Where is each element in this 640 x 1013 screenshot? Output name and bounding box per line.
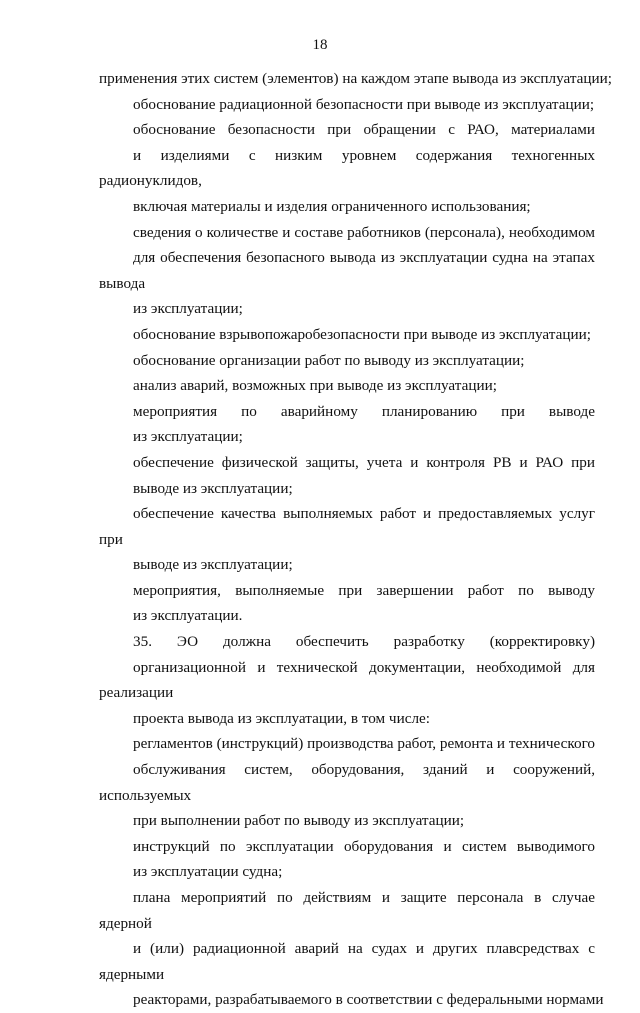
paragraph (99, 834, 595, 885)
text-line: из эксплуатации судна; (133, 863, 283, 881)
paragraph (99, 220, 595, 322)
text-line: обеспечение качества выполняемых работ и предоставляемых услуг при (99, 505, 595, 548)
paragraph (99, 731, 595, 833)
page-number: 18 (312, 37, 328, 53)
text-line: и (или) радиационной аварий на судах и других плавсредствах с ядерными (99, 940, 595, 983)
text-line: включая материалы и изделия ограниченного использования; (133, 197, 531, 215)
text-line: организационной и технической документации, необходимой для реализации (99, 658, 595, 702)
text-line: из эксплуатации; (133, 428, 243, 446)
paragraph (99, 348, 595, 374)
text-line: инструкций по эксплуатации оборудования и систем выводимого (133, 837, 595, 855)
text-line: мероприятия по аварийному планированию при выводе (133, 402, 595, 420)
paragraph (99, 92, 595, 118)
text-line: обоснование взрывопожаробезопасности при выводе из эксплуатации; (133, 325, 591, 343)
text-line: выводе из эксплуатации; (133, 479, 293, 497)
text-line: проекта вывода из эксплуатации, в том числе: (133, 709, 430, 727)
paragraph (99, 578, 595, 629)
paragraph (99, 501, 595, 578)
text-line: обеспечение физической защиты, учета и контроля РВ и РАО при (133, 453, 595, 471)
text-line: выводе из эксплуатации; (133, 556, 293, 574)
text-line: плана мероприятий по действиям и защите персонала в случае ядерной (99, 889, 595, 932)
text-line: обоснование радиационной безопасности при выводе из эксплуатации; (133, 95, 595, 113)
text-line: из эксплуатации; (133, 300, 243, 318)
text-line: применения этих систем (элементов) на каждом этапе вывода из эксплуатации; (99, 70, 613, 87)
text-line: обоснование организации работ по выводу из эксплуатации; (133, 351, 525, 369)
text-line: обслуживания систем, оборудования, зданий и сооружений, используемых (99, 761, 595, 804)
document-body (99, 66, 613, 1013)
text-line: анализ аварий, возможных при выводе из эксплуатации; (133, 377, 497, 395)
text-line: сведения о количестве и составе работников (персонала), необходимом (133, 223, 595, 241)
text-line: обоснование безопасности при обращении с РАО, материалами (133, 121, 595, 139)
text-line: для обеспечения безопасного вывода из эксплуатации судна на этапах вывода (99, 249, 595, 292)
paragraph (99, 322, 595, 348)
text-line: регламентов (инструкций) производства работ, ремонта и технического (133, 735, 596, 753)
paragraph (99, 117, 595, 219)
paragraph (99, 629, 595, 731)
text-line: реакторами, разрабатываемого в соответствии с федеральными нормами (133, 991, 604, 1009)
text-line: при выполнении работ по выводу из эксплуатации; (133, 812, 465, 830)
paragraph (99, 885, 604, 1013)
paragraph (99, 66, 613, 92)
paragraph (99, 399, 595, 450)
text-line: мероприятия, выполняемые при завершении работ по выводу (133, 581, 595, 599)
paragraph (99, 450, 595, 501)
paragraph (99, 373, 595, 399)
text-line: из эксплуатации. (133, 607, 243, 625)
text-line: 35. ЭО должна обеспечить разработку (корректировку) (133, 633, 595, 651)
text-line: и изделиями с низким уровнем содержания техногенных радионуклидов, (99, 146, 595, 190)
